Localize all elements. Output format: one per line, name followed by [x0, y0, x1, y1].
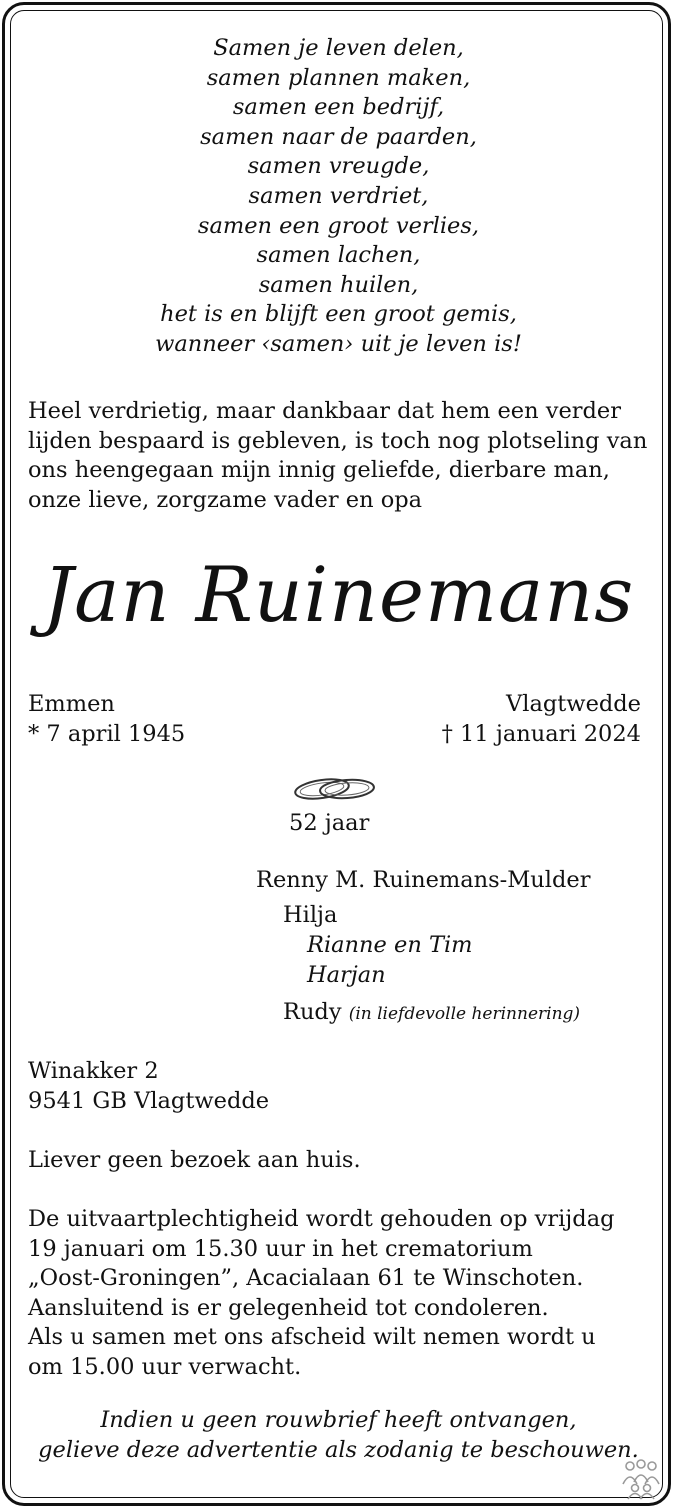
closing-line: gelieve deze advertentie als zodanig te beschouwen. — [38, 1436, 639, 1463]
closing-note — [20, 1406, 657, 1465]
address-street: Winakker 2 — [28, 1058, 159, 1084]
service-details — [28, 1205, 615, 1382]
poem-line: wanneer ‹samen› uit je leven is! — [155, 330, 522, 357]
service-line: om 15.00 uur verwacht. — [28, 1353, 302, 1380]
service-line: Aansluitend is er gelegenheid tot condoleren. — [28, 1294, 549, 1321]
deceased-name: Jan Ruinemans — [42, 550, 635, 639]
visit-notice: Liever geen bezoek aan huis. — [28, 1147, 361, 1173]
address-city: 9541 GB Vlagtwedde — [28, 1087, 270, 1114]
service-line: „Oost-Groningen”, Acacialaan 61 te Winschoten. — [28, 1265, 584, 1291]
marriage-years: 52 jaar — [289, 810, 370, 836]
family-grandchild: Harjan — [307, 962, 386, 988]
family-spouse: Renny M. Ruinemans-Mulder — [256, 867, 591, 893]
intro-line: onze lieve, zorgzame vader en opa — [28, 486, 423, 513]
poem-line: Samen je leven delen, — [213, 35, 464, 61]
family-child-memory — [283, 998, 580, 1030]
family-child: Hilja — [283, 902, 338, 928]
death-place: Vlagtwedde — [506, 691, 641, 717]
service-line: De uitvaartplechtigheid wordt gehouden op vrijdag — [28, 1206, 615, 1232]
poem — [40, 34, 637, 360]
wedding-rings-icon — [292, 774, 378, 804]
poem-line: samen een bedrijf, — [232, 94, 445, 121]
service-line: 19 januari om 15.30 uur in het crematorium — [28, 1235, 533, 1262]
address — [28, 1057, 269, 1116]
family-grandchild: Rianne en Tim — [307, 932, 473, 958]
death-date: † 11 januari 2024 — [441, 720, 641, 747]
poem-line: het is en blijft een groot gemis, — [160, 301, 517, 328]
intro-text — [28, 397, 647, 515]
poem-line: samen een groot verlies, — [197, 212, 480, 239]
service-line: Als u samen met ons afscheid wilt nemen wordt u — [28, 1324, 596, 1350]
poem-line: samen plannen maken, — [206, 64, 471, 91]
death-info — [442, 690, 641, 749]
intro-line: ons heengegaan mijn innig geliefde, dierbare man, — [28, 457, 610, 483]
birth-place: Emmen — [28, 691, 115, 717]
closing-line: Indien u geen rouwbrief heeft ontvangen, — [100, 1407, 577, 1433]
poem-line: samen lachen, — [256, 242, 421, 269]
memory-note: (in liefdevolle herinnering) — [348, 1004, 581, 1024]
intro-line: lijden bespaard is gebleven, is toch nog plotseling van — [28, 427, 648, 454]
birth-date: * 7 april 1945 — [28, 720, 186, 747]
poem-line: samen vreugde, — [247, 153, 430, 180]
intro-line: Heel verdrietig, maar dankbaar dat hem een verder — [28, 398, 621, 424]
family-child-name: Rudy — [283, 999, 342, 1025]
poem-line: samen verdriet, — [248, 182, 429, 209]
people-group-logo-icon — [618, 1458, 664, 1500]
poem-line: samen huilen, — [258, 271, 419, 298]
poem-line: samen naar de paarden, — [200, 123, 477, 150]
birth-info — [28, 690, 185, 749]
